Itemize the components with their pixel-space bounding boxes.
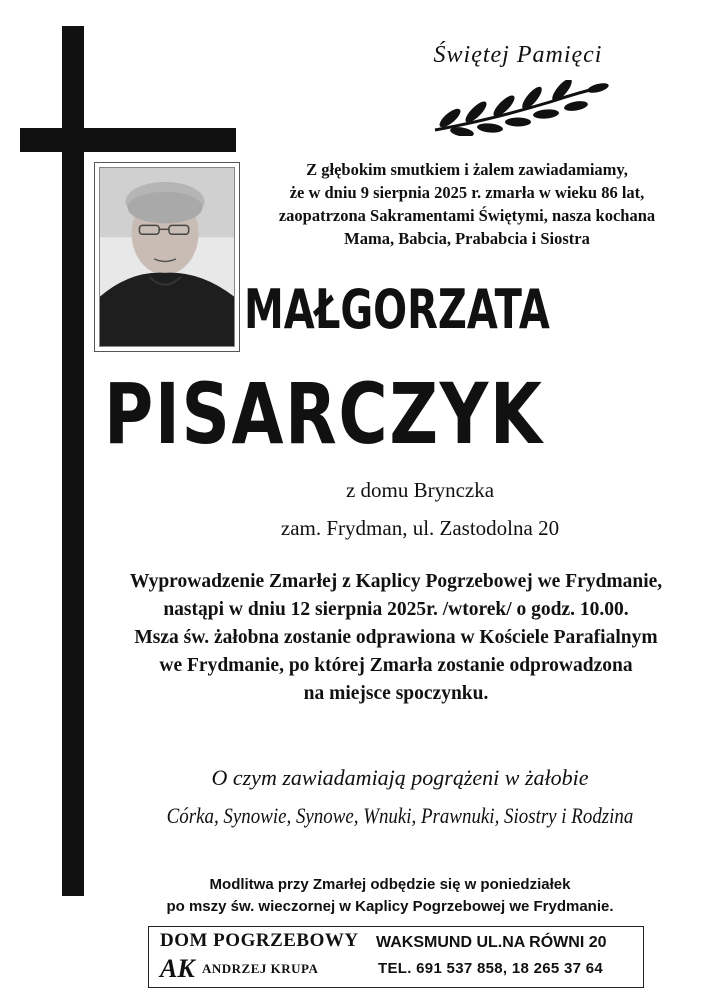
details-line: Wyprowadzenie Zmarłej z Kaplicy Pogrzebowej we Frydmanie, xyxy=(129,571,663,592)
funeral-home-phone: TEL. 691 537 858, 18 265 37 64 xyxy=(378,960,603,977)
prayer-line: po mszy św. wieczornej w Kaplicy Pogrzebowej we Frydmanie. xyxy=(166,898,614,915)
maiden-name: z domu Brynczka xyxy=(345,478,495,502)
funeral-home-logo: AK xyxy=(160,954,195,983)
details-line: na miejsce spoczynku. xyxy=(303,683,489,704)
funeral-home-address: WAKSMUND UL.NA RÓWNI 20 xyxy=(376,934,607,951)
cross-horizontal-bar xyxy=(20,128,236,152)
intro-line: że w dniu 9 sierpnia 2025 r. zmarła w wieku 86 lat, xyxy=(289,183,645,202)
announcement-intro xyxy=(252,158,682,250)
mourners-intro: O czym zawiadamiają pogrążeni w żałobie xyxy=(211,765,589,790)
mourners-family: Córka, Synowie, Synowe, Wnuki, Prawnuki, Siostry i Rodzina xyxy=(166,803,634,828)
intro-line: Z głębokim smutkiem i żalem zawiadamiamy, xyxy=(306,160,628,179)
deceased-last-name: PISARCZYK xyxy=(104,365,544,463)
residence-address: zam. Frydman, ul. Zastodolna 20 xyxy=(280,516,560,540)
intro-line: Mama, Babcia, Prababcia i Siostra xyxy=(344,229,590,248)
details-line: Msza św. żałobna zostanie odprawiona w Kościele Parafialnym xyxy=(134,627,658,648)
funeral-home-name: DOM POGRZEBOWY xyxy=(160,930,359,951)
funeral-details xyxy=(96,568,696,708)
cross-vertical-bar xyxy=(62,26,84,896)
portrait-photo-frame xyxy=(94,162,240,352)
prayer-note xyxy=(100,874,680,918)
details-line: we Frydmanie, po której Zmarła zostanie odprowadzona xyxy=(159,655,633,676)
intro-line: zaopatrzona Sakramentami Świętymi, nasza kochana xyxy=(278,206,656,225)
deceased-first-name: MAŁGORZATA xyxy=(244,278,550,341)
sacred-memory-heading: Świętej Pamięci xyxy=(433,42,603,68)
details-line: nastąpi w dniu 12 sierpnia 2025r. /wtorek/ o godz. 10.00. xyxy=(163,599,629,620)
prayer-line: Modlitwa przy Zmarłej odbędzie się w poniedziałek xyxy=(209,876,571,893)
funeral-home-owner: ANDRZEJ KRUPA xyxy=(202,961,319,976)
portrait-photo xyxy=(99,167,235,347)
laurel-branch-icon xyxy=(430,80,610,136)
